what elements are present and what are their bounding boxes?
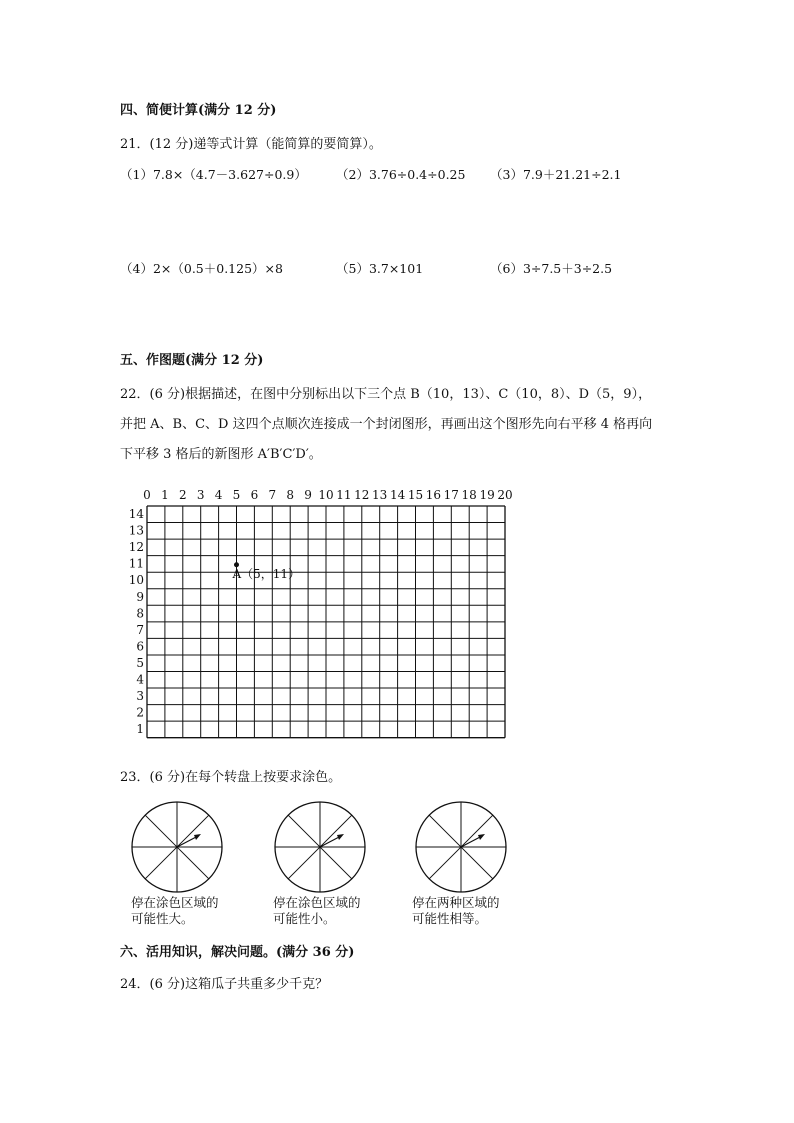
calc-item-4: （4）2×（0.5＋0.125）×8 (120, 261, 283, 276)
spinner-1-pointer (177, 836, 198, 847)
spinner-3-pointer (461, 836, 482, 847)
section-4-heading: 四、简便计算(满分 12 分) (120, 103, 277, 118)
calc-item-3: （3）7.9＋21.21÷2.1 (490, 167, 622, 182)
spinner-3-caption-line-2: 可能性相等。 (412, 911, 488, 926)
x-axis-label: 11 (336, 488, 352, 502)
spinner-3-caption-line-1: 停在两种区域的 (412, 895, 500, 910)
x-axis-label: 15 (407, 488, 424, 502)
x-axis-label: 16 (425, 488, 442, 502)
question-24-prompt: 24．(6 分)这箱瓜子共重多少千克？ (120, 977, 329, 992)
y-axis-label: 1 (136, 722, 144, 737)
spinner-2-caption-line-2: 可能性小。 (273, 911, 336, 926)
x-axis-label: 6 (250, 488, 259, 502)
calc-item-6: （6）3÷7.5＋3÷2.5 (490, 261, 613, 276)
spinner-2 (273, 800, 373, 900)
calc-item-1: （1）7.8×（4.7－3.627÷0.9） (120, 167, 307, 182)
y-axis-label: 3 (136, 689, 144, 704)
spinner-2-caption-line-1: 停在涂色区域的 (273, 895, 361, 910)
spinner-2-pointer (320, 836, 341, 847)
y-axis-label: 10 (128, 573, 144, 588)
question-22-line-1: 22．(6 分)根据描述，在图中分别标出以下三个点 B（10，13）、C（10，8）、D（5，9）， (120, 387, 652, 402)
spinner-1-caption-line-1: 停在涂色区域的 (131, 895, 219, 910)
question-22-line-3: 下平移 3 格后的新图形 A′B′C′D′。 (120, 447, 322, 462)
point-a-label: A（5，11） (232, 566, 301, 581)
spinner-3 (414, 800, 514, 900)
y-axis-label: 13 (128, 523, 144, 538)
spinner-2-arrow-icon (337, 834, 344, 840)
spinner-1 (130, 800, 230, 900)
spinner-1-caption-line-2: 可能性大。 (131, 911, 194, 926)
y-axis-label: 9 (136, 589, 144, 604)
y-axis-label: 6 (136, 639, 144, 654)
x-axis-label: 18 (461, 488, 477, 502)
x-axis-label: 2 (178, 488, 187, 502)
x-axis-label: 3 (196, 488, 205, 502)
spinner-1-arrow-icon (194, 834, 201, 840)
x-axis-label: 17 (443, 488, 459, 502)
question-22-line-2: 并把 A、B、C、D 这四个点顺次连接成一个封闭图形，再画出这个图形先向右平移 4 格再向 (120, 417, 653, 432)
spinner-3-arrow-icon (478, 834, 485, 840)
x-axis-label: 12 (354, 488, 370, 502)
x-axis-label: 4 (214, 488, 223, 502)
y-axis-label: 2 (136, 705, 144, 720)
x-axis-label: 8 (286, 488, 295, 502)
x-axis-label: 19 (479, 488, 495, 502)
question-23-prompt: 23．(6 分)在每个转盘上按要求涂色。 (120, 770, 342, 785)
y-axis-label: 4 (136, 672, 144, 687)
x-axis-label: 13 (372, 488, 388, 502)
question-21-prompt: 21．(12 分)递等式计算（能简算的要简算）。 (120, 137, 382, 152)
x-axis-label: 7 (268, 488, 277, 502)
x-axis-label: 5 (232, 488, 241, 502)
calc-item-2: （2）3.76÷0.4÷0.25 (336, 167, 466, 182)
x-axis-label: 10 (318, 488, 334, 502)
y-axis-label: 7 (136, 622, 144, 637)
section-5-heading: 五、作图题(满分 12 分) (120, 353, 264, 368)
x-axis-label: 9 (304, 488, 312, 502)
calc-item-5: （5）3.7×101 (336, 261, 424, 276)
y-axis-label: 12 (128, 540, 144, 555)
x-axis-label: 0 (143, 488, 151, 502)
y-axis-label: 8 (136, 606, 144, 621)
y-axis-label: 5 (136, 655, 144, 670)
x-axis-label: 1 (161, 488, 169, 502)
x-axis-label: 20 (497, 488, 513, 502)
y-axis-label: 14 (128, 507, 144, 521)
x-axis-label: 14 (389, 488, 406, 502)
section-6-heading: 六、活用知识，解决问题。(满分 36 分) (120, 945, 355, 960)
y-axis-label: 11 (128, 556, 144, 571)
